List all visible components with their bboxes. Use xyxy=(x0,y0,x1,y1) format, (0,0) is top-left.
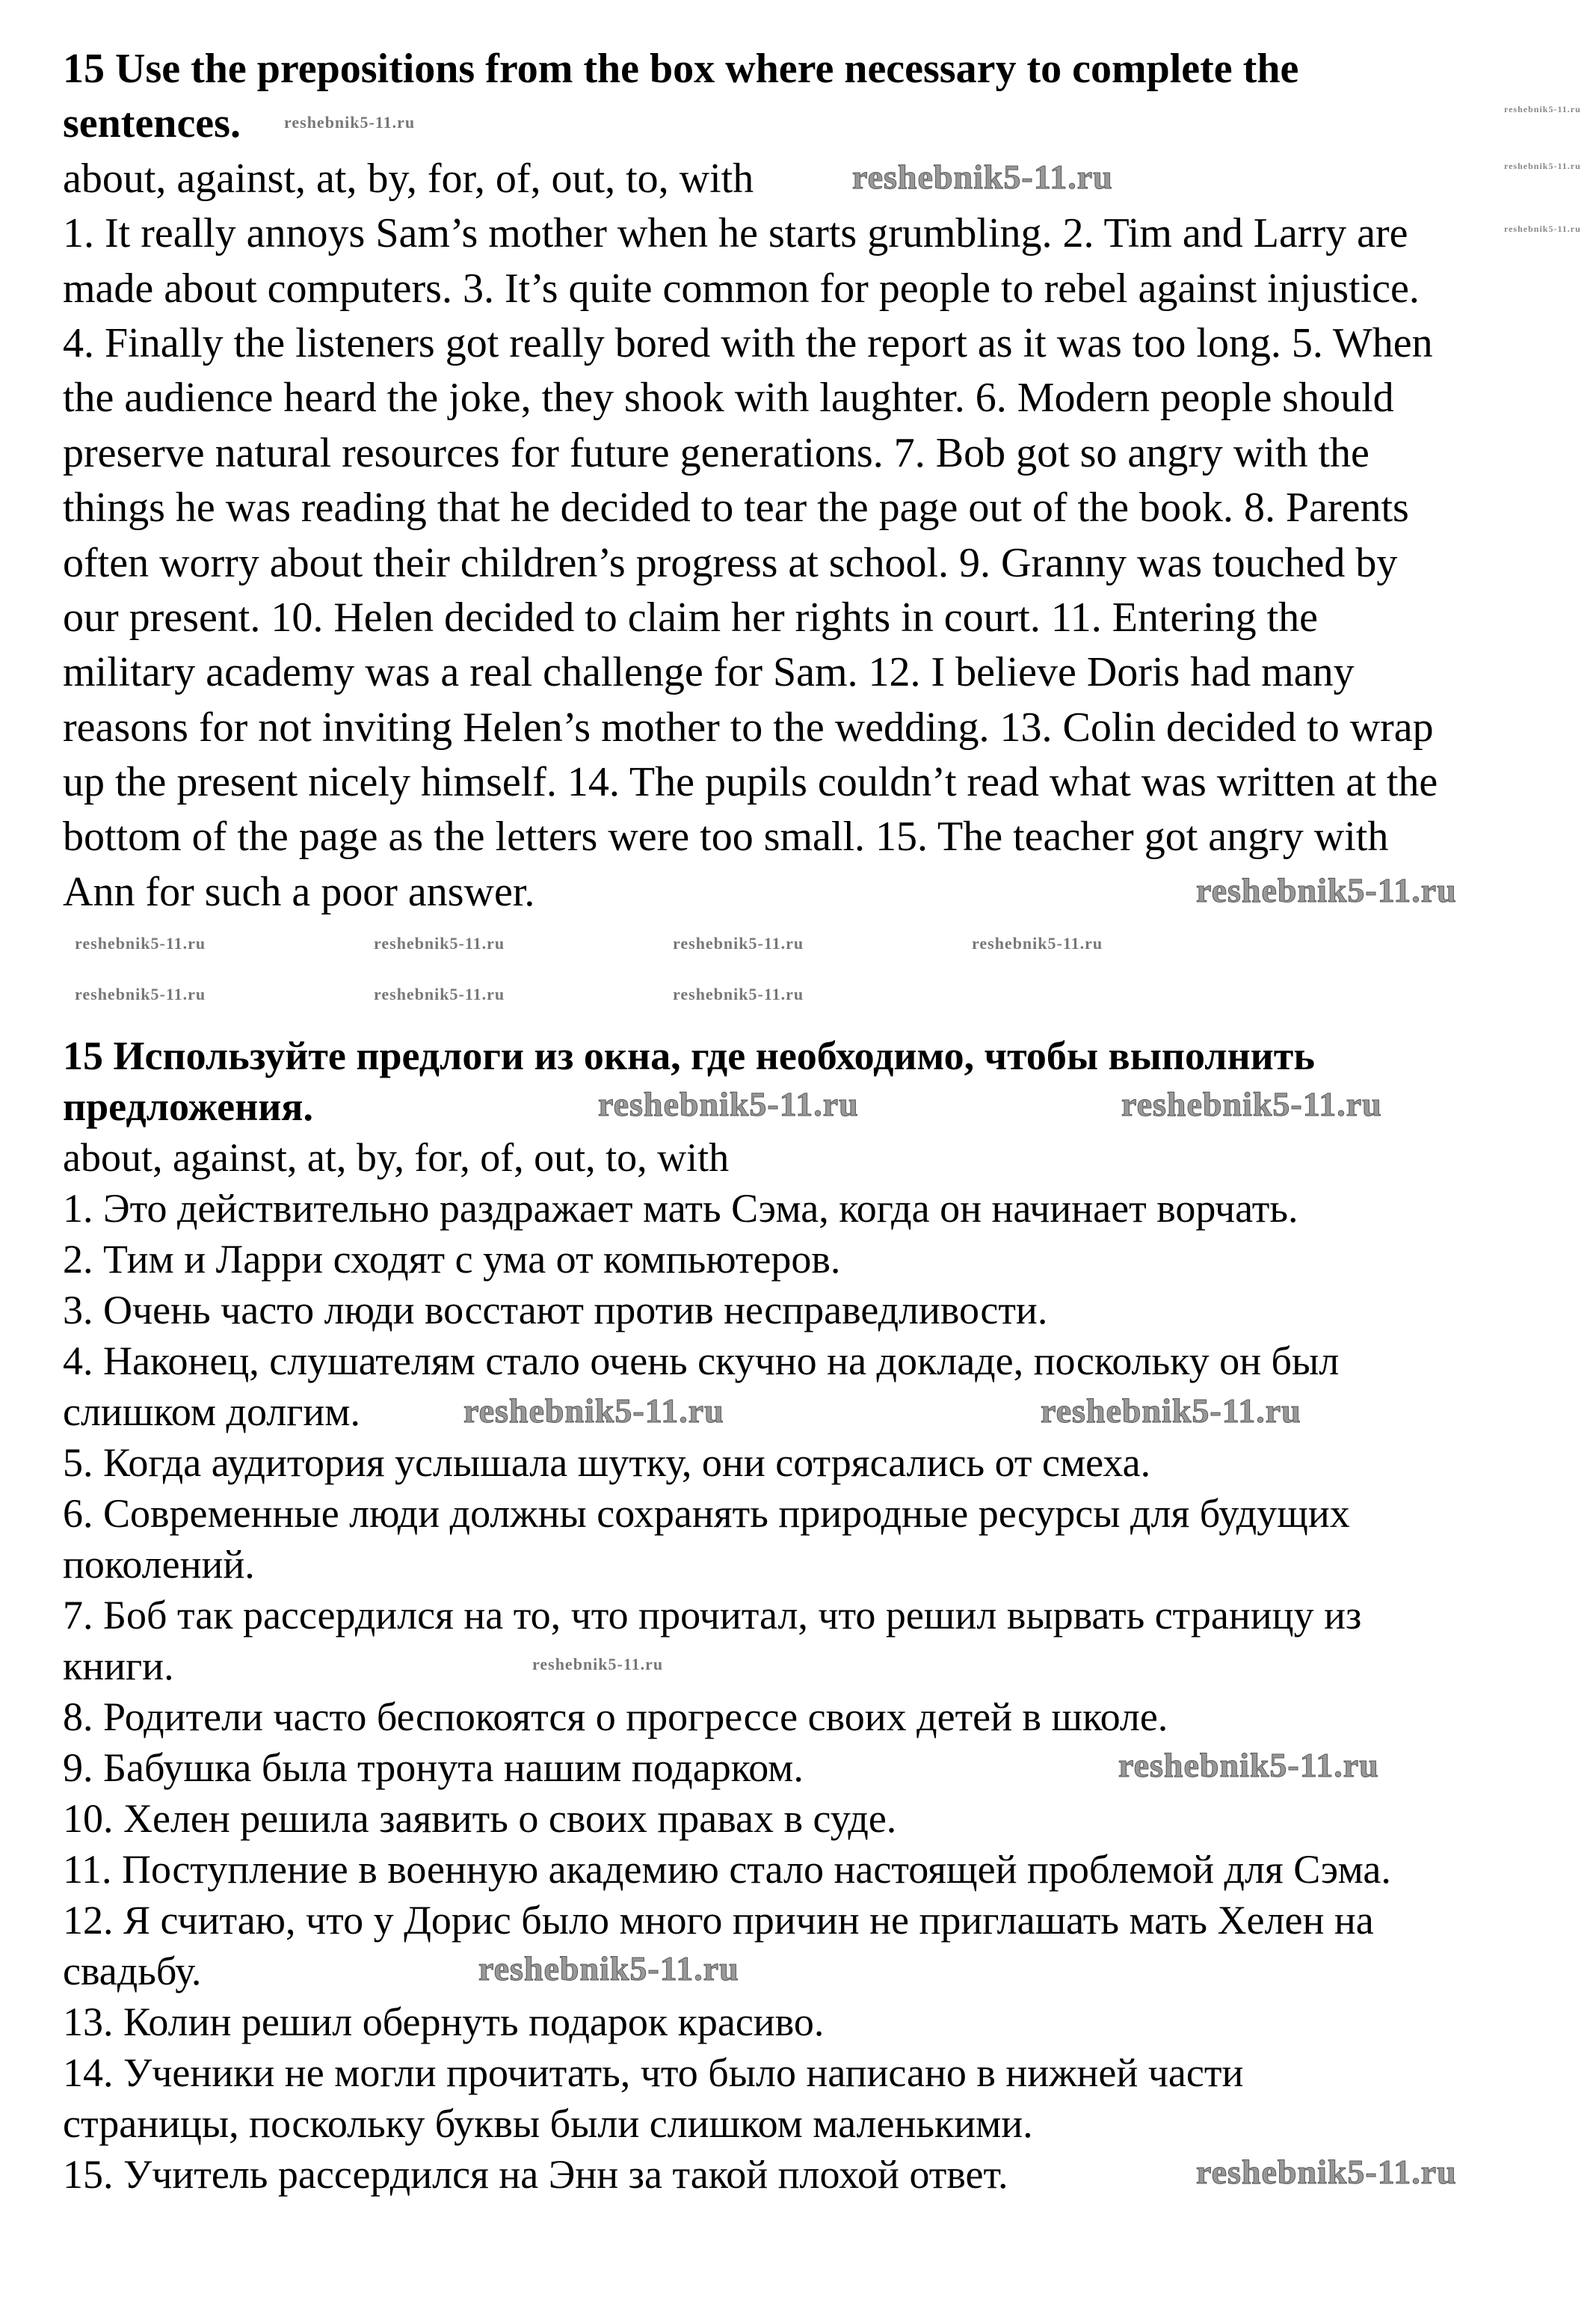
text-line: 4. Finally the listeners got really bored with the report as it was too long. 5. When xyxy=(63,319,1433,366)
text-line: 4. Наконец, слушателям стало очень скучно на докладе, поскольку он был xyxy=(63,1338,1340,1383)
text-line: made about computers. 3. It’s quite common for people to rebel against injustice. xyxy=(63,265,1420,312)
text-line: Ann for such a poor answer. xyxy=(63,868,535,915)
text-line: preserve natural resources for future generations. 7. Bob got so angry with the xyxy=(63,429,1369,476)
watermark: reshebnik5-11.ru xyxy=(673,985,804,1003)
watermark: reshebnik5-11.ru xyxy=(478,1949,739,1987)
text-line: поколений. xyxy=(63,1542,255,1587)
watermark: reshebnik5-11.ru xyxy=(852,158,1113,196)
text-line: things he was reading that he decided to tear the page out of the book. 8. Parents xyxy=(63,485,1409,532)
text-line: страницы, поскольку буквы были слишком маленькими. xyxy=(63,2101,1033,2146)
text-line: our present. 10. Helen decided to claim her rights in court. 11. Entering the xyxy=(63,594,1318,641)
russian-translation xyxy=(63,1030,1391,2200)
text-line: 12. Я считаю, что у Дорис было много причин не приглашать мать Хелен на xyxy=(63,1898,1374,1943)
text-line: 15. Учитель рассердился на Энн за такой плохой ответ. xyxy=(63,2152,1008,2197)
text-line: 11. Поступление в военную академию стало настоящей проблемой для Сэма. xyxy=(63,1847,1391,1892)
text-line: 3. Очень часто люди восстают против несправедливости. xyxy=(63,1288,1048,1332)
watermark: reshebnik5-11.ru xyxy=(1121,1085,1382,1123)
text-line: 9. Бабушка была тронута нашим подарком. xyxy=(63,1745,804,1790)
text-line: 6. Современные люди должны сохранять природные ресурсы для будущих xyxy=(63,1491,1350,1536)
text-line: свадьбу. xyxy=(63,1949,202,1993)
watermark: reshebnik5-11.ru xyxy=(374,934,505,953)
watermark: reshebnik5-11.ru xyxy=(284,113,416,132)
text-line: the audience heard the joke, they shook with laughter. 6. Modern people should xyxy=(63,375,1394,422)
text-line: 8. Родители часто беспокоятся о прогрессе своих детей в школе. xyxy=(63,1694,1168,1739)
text-line: 1. It really annoys Sam’s mother when he starts grumbling. 2. Tim and Larry are xyxy=(63,210,1408,257)
exercise-heading-line: 15 Используйте предлоги из окна, где необходимо, чтобы выполнить xyxy=(63,1033,1315,1078)
english-exercise xyxy=(63,42,1438,920)
text-line: reasons for not inviting Helen’s mother to the wedding. 13. Colin decided to wrap xyxy=(63,704,1434,751)
text-line: 2. Тим и Ларри сходят с ума от компьютеров. xyxy=(63,1237,841,1282)
watermark: reshebnik5-11.ru xyxy=(972,934,1103,953)
watermark: reshebnik5-11.ru xyxy=(75,934,206,953)
watermark: reshebnik5-11.ru xyxy=(463,1392,724,1430)
text-line: military academy was a real challenge for Sam. 12. I believe Doris had many xyxy=(63,649,1355,696)
exercise-heading-line: предложения. xyxy=(63,1084,314,1129)
exercise-heading-line: sentences. xyxy=(63,100,241,147)
text-line: 13. Колин решил обернуть подарок красиво. xyxy=(63,1999,825,2044)
watermark: reshebnik5-11.ru xyxy=(1196,2153,1457,2191)
watermark: reshebnik5-11.ru xyxy=(1504,224,1581,234)
text-line: about, against, at, by, for, of, out, to, with xyxy=(63,155,754,202)
watermark: reshebnik5-11.ru xyxy=(532,1655,664,1673)
text-line: 1. Это действительно раздражает мать Сэма, когда он начинает ворчать. xyxy=(63,1186,1298,1231)
watermark: reshebnik5-11.ru xyxy=(598,1085,859,1123)
text-line: книги. xyxy=(63,1644,174,1688)
text-line: bottom of the page as the letters were too small. 15. The teacher got angry with xyxy=(63,814,1389,861)
watermark: reshebnik5-11.ru xyxy=(1196,871,1457,909)
watermark: reshebnik5-11.ru xyxy=(1504,161,1581,171)
exercise-heading-line: 15 Use the prepositions from the box where necessary to complete the xyxy=(63,46,1299,92)
watermark: reshebnik5-11.ru xyxy=(1504,104,1581,114)
watermark: reshebnik5-11.ru xyxy=(1118,1746,1379,1784)
text-line: 5. Когда аудитория услышала шутку, они сотрясались от смеха. xyxy=(63,1440,1151,1485)
text-line: слишком долгим. xyxy=(63,1389,360,1434)
text-line: about, against, at, by, for, of, out, to, with xyxy=(63,1135,730,1180)
watermark: reshebnik5-11.ru xyxy=(1041,1392,1301,1430)
text-line: 7. Боб так рассердился на то, что прочитал, что решил вырвать страницу из xyxy=(63,1593,1362,1638)
text-line: up the present nicely himself. 14. The pupils couldn’t read what was written at the xyxy=(63,759,1438,806)
text-line: 10. Хелен решила заявить о своих правах в суде. xyxy=(63,1796,897,1841)
watermark: reshebnik5-11.ru xyxy=(75,985,206,1003)
watermark: reshebnik5-11.ru xyxy=(374,985,505,1003)
text-line: often worry about their children’s progress at school. 9. Granny was touched by xyxy=(63,539,1398,586)
text-line: 14. Ученики не могли прочитать, что было написано в нижней части xyxy=(63,2050,1244,2095)
watermark: reshebnik5-11.ru xyxy=(673,934,804,953)
